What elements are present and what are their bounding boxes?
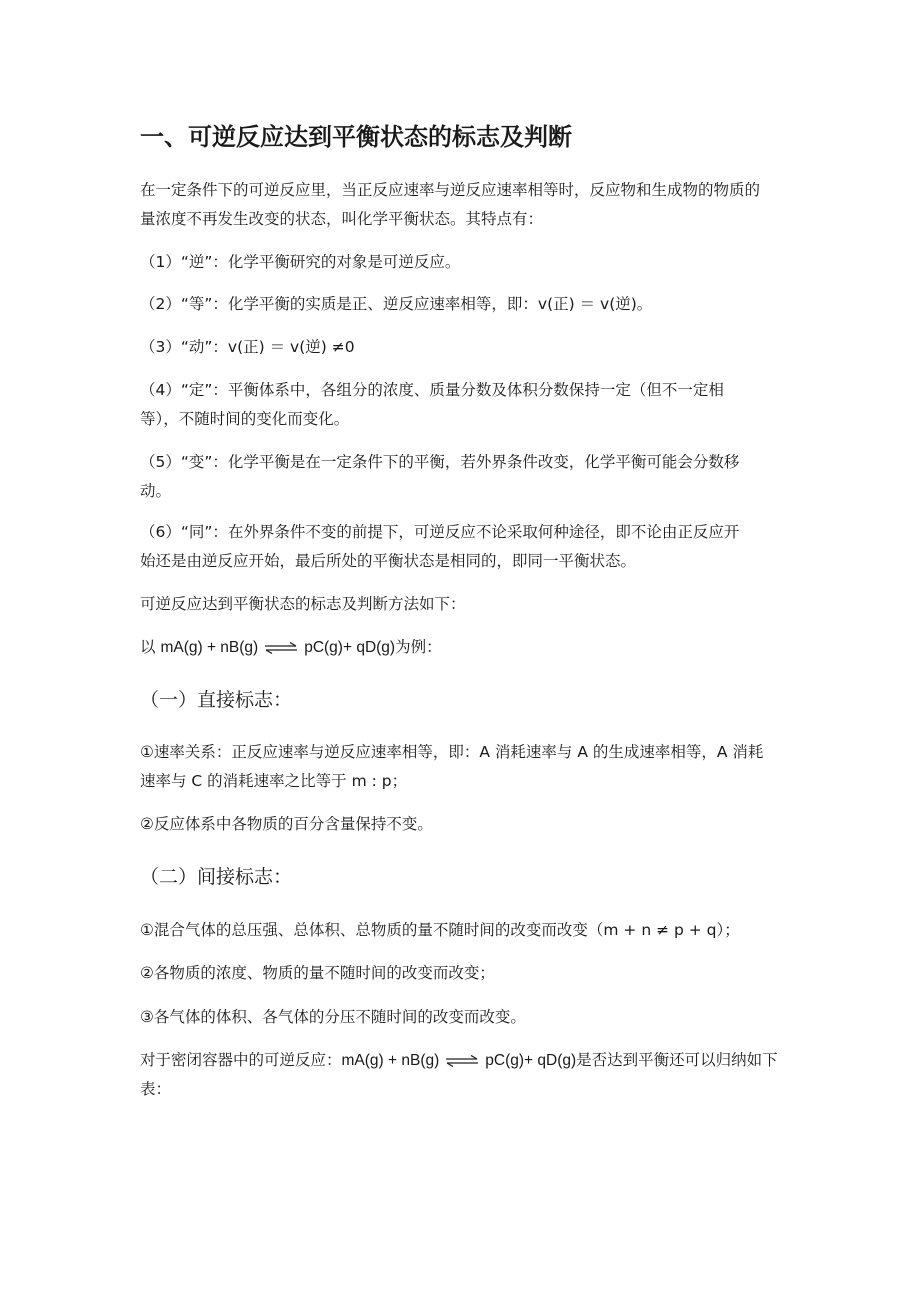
- intro-line: 量浓度不再发生改变的状态，叫化学平衡状态。其特点有：: [140, 210, 544, 228]
- method-intro-text: 可逆反应达到平衡状态的标志及判断方法如下：: [140, 595, 466, 613]
- intro-line: 在一定条件下的可逆反应里，当正反应速率与逆反应速率相等时，反应物和生成物的物质的: [140, 181, 761, 199]
- indirect-heading: （二）间接标志：: [140, 866, 293, 888]
- indirect-item-line: ③各气体的体积、各气体的分压不随时间的改变而改变。: [140, 1008, 526, 1026]
- feature-line: （3）“动”：v(正) ＝ v(逆) ≠0: [140, 338, 355, 356]
- method-intro: [140, 590, 790, 619]
- direct-item-line: ②反应体系中各物质的百分含量保持不变。: [140, 815, 433, 833]
- direct-item-line: ①速率关系：正反应速率与逆反应速率相等，即：A 消耗速率与 A 的生成速率相等，A 消耗: [140, 743, 764, 761]
- feature-line: （5）“变”：化学平衡是在一定条件下的平衡，若外界条件改变，化学平衡可能会分数移: [140, 453, 740, 471]
- direct-item-1: [140, 738, 790, 796]
- example-prefix: 以: [140, 638, 161, 656]
- closing-suffix: 是否达到平衡还可以归纳如下: [576, 1051, 778, 1069]
- feature-line: 始还是由逆反应开始，最后所处的平衡状态是相同的，即同一平衡状态。: [140, 552, 637, 570]
- example-reactants: mA(g) + nB(g): [160, 639, 259, 656]
- section-title: 一、可逆反应达到平衡状态的标志及判断: [140, 123, 572, 151]
- feature-line: 等），不随时间的变化而变化。: [140, 410, 350, 428]
- feature-6: [140, 518, 790, 576]
- closing-products: pC(g)+ qD(g): [485, 1052, 577, 1069]
- closing-paragraph: [140, 1046, 790, 1104]
- equilibrium-arrow-icon: [445, 1055, 479, 1067]
- indirect-item-3: [140, 1003, 790, 1032]
- intro-paragraph: [140, 176, 790, 234]
- feature-line: （4）“定”：平衡体系中，各组分的浓度、质量分数及体积分数保持一定（但不一定相: [140, 381, 724, 399]
- equilibrium-arrow-icon: [264, 642, 298, 654]
- indirect-item-line: ①混合气体的总压强、总体积、总物质的量不随时间的改变而改变（m + n ≠ p + q）；: [140, 921, 740, 939]
- feature-line: （6）“同”：在外界条件不变的前提下，可逆反应不论采取何种途径，即不论由正反应开: [140, 523, 740, 541]
- feature-1: [140, 248, 790, 277]
- example-equation: [140, 633, 790, 662]
- indirect-item-line: ②各物质的浓度、物质的量不随时间的改变而改变；: [140, 964, 495, 982]
- direct-heading: （一）直接标志：: [140, 689, 293, 711]
- feature-line: （1）“逆”：化学平衡研究的对象是可逆反应。: [140, 253, 461, 271]
- feature-4: [140, 376, 790, 434]
- feature-line: （2）“等”：化学平衡的实质是正、逆反应速率相等，即：v(正) ＝ v(逆)。: [140, 295, 653, 313]
- closing-reactants: mA(g) + nB(g): [341, 1052, 440, 1069]
- closing-line-2: 表：: [140, 1080, 172, 1098]
- example-products: pC(g)+ qD(g): [304, 639, 396, 656]
- indirect-item-2: [140, 959, 790, 988]
- feature-line: 动。: [140, 482, 172, 500]
- direct-item-2: [140, 810, 790, 839]
- feature-5: [140, 448, 790, 506]
- indirect-item-1: [140, 916, 790, 945]
- closing-prefix: 对于密闭容器中的可逆反应：: [140, 1051, 342, 1069]
- feature-3: [140, 333, 790, 362]
- feature-2: [140, 290, 790, 319]
- direct-item-line: 速率与 C 的消耗速率之比等于 m : p；: [140, 772, 408, 790]
- example-suffix: 为例：: [395, 638, 442, 656]
